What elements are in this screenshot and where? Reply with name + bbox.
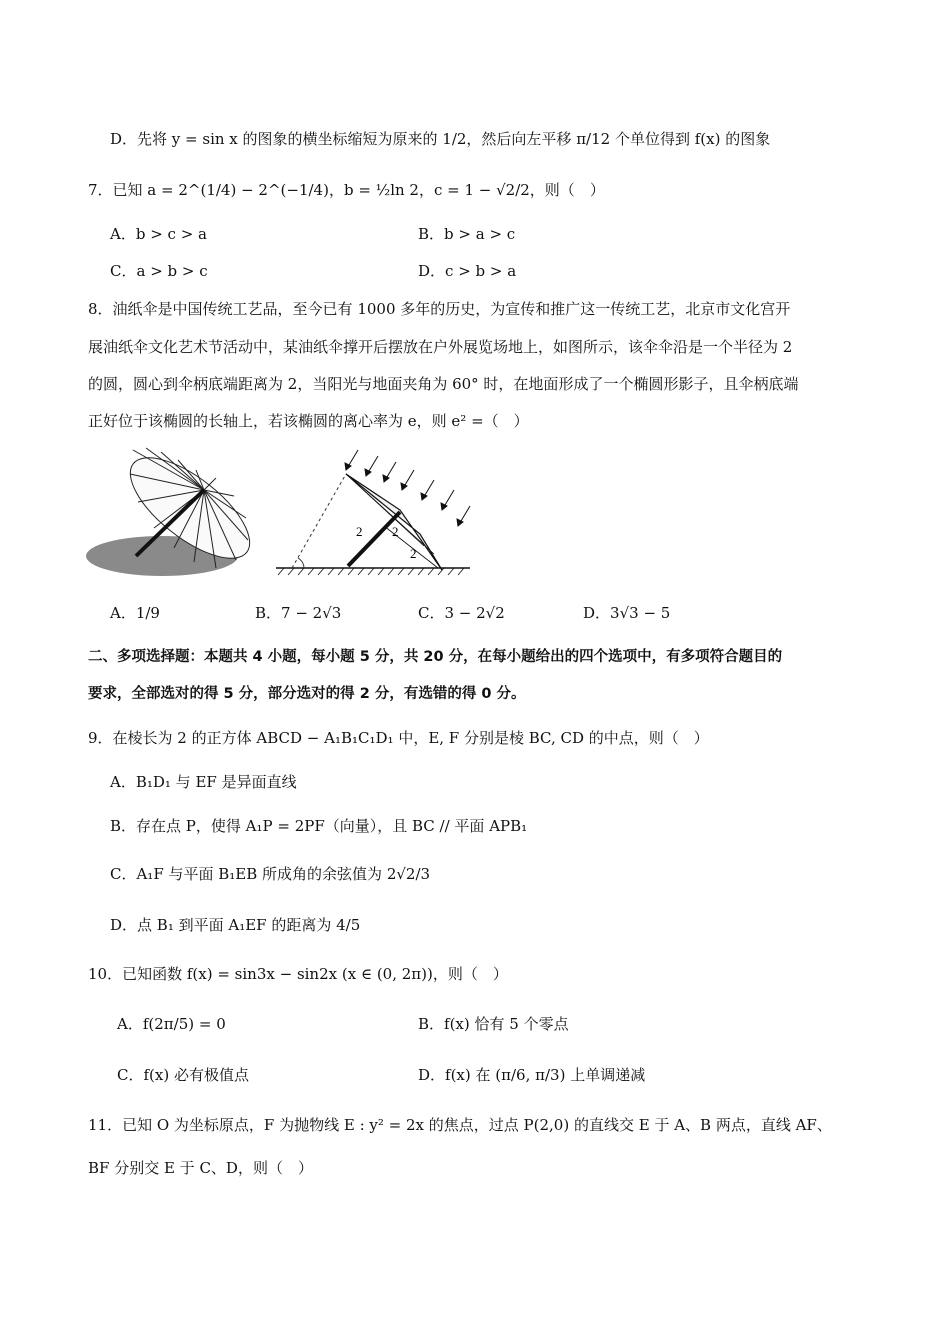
q10-stem: 10．已知函数 f(x) = sin3x − sin2x (x ∈ (0, 2π))，则（ ） [88,965,508,983]
q8-option-b: B．7 − 2√3 [255,604,342,622]
angle-arc [298,558,304,568]
q7-option-d: D．c > b > a [418,262,517,280]
q10-option-a: A．f(2π/5) = 0 [117,1015,226,1033]
q9-option-c: C．A₁F 与平面 B₁EB 所成角的余弦值为 2√2/3 [110,865,431,883]
ground-hatching [278,568,464,575]
q9-option-a: A．B₁D₁ 与 EF 是异面直线 [110,773,297,791]
q10-option-b: B．f(x) 恰有 5 个零点 [418,1015,569,1033]
umbrella-geometry-diagram [274,444,474,580]
label-shadow: 2 [410,546,417,561]
q8-stem-line-2: 展油纸伞文化艺术节活动中，某油纸伞撑开后摆放在户外展览场地上，如图所示，该伞伞沿是一个半径为 2 [88,338,793,356]
q10-option-d: D．f(x) 在 (π/6, π/3) 上单调递减 [418,1066,646,1084]
q9-option-b: B．存在点 P，使得 A₁P = 2PF（向量），且 BC // 平面 APB₁ [110,817,528,835]
q11-stem-line-2: BF 分别交 E 于 C、D，则（ ） [88,1159,313,1177]
label-radius: 2 [392,524,399,539]
q6-option-d: D．先将 y = sin x 的图象的横坐标缩短为原来的 1/2，然后向左平移 π/12 个单位得到 f(x) 的图象 [110,130,771,148]
q9-stem: 9．在棱长为 2 的正方体 ABCD − A₁B₁C₁D₁ 中，E, F 分别是棱 BC, CD 的中点，则（ ） [88,729,709,747]
q7-option-b: B．b > a > c [418,225,516,243]
q11-stem-line-1: 11．已知 O 为坐标原点，F 为抛物线 E : y² = 2x 的焦点，过点 P(2,0) 的直线交 E 于 A、B 两点，直线 AF、 [88,1116,832,1134]
q8-option-d: D．3√3 − 5 [583,604,671,622]
section2-heading-line-2: 要求，全部选对的得 5 分，部分选对的得 2 分，有选错的得 0 分。 [88,686,526,702]
q8-stem-line-3: 的圆，圆心到伞柄底端距离为 2，当阳光与地面夹角为 60° 时，在地面形成了一个椭圆形影子，且伞柄底端 [88,375,799,393]
q10-option-c: C．f(x) 必有极值点 [117,1066,249,1084]
label-handle-length: 2 [356,524,363,539]
umbrella-handle-line [348,512,400,566]
section2-heading-line-1: 二、多项选择题：本题共 4 小题，每小题 5 分，共 20 分，在每小题给出的四个选项中，有多项符合题目的 [88,649,783,665]
q7-stem: 7．已知 a = 2^(1/4) − 2^(−1/4)，b = ½ln 2，c = 1 − √2/2，则（ ） [88,181,605,199]
q8-stem-line-4: 正好位于该椭圆的长轴上，若该椭圆的离心率为 e，则 e² =（ ） [88,412,529,430]
q8-option-a: A．1/9 [110,604,160,622]
shadow-ray-dashed [292,474,346,568]
umbrella-shadow-figure [86,444,254,580]
q9-option-d: D．点 B₁ 到平面 A₁EF 的距离为 4/5 [110,916,361,934]
q7-option-a: A．b > c > a [110,225,207,243]
q7-option-c: C．a > b > c [110,262,208,280]
q8-stem-line-1: 8．油纸伞是中国传统工艺品，至今已有 1000 多年的历史，为宣传和推广这一传统工艺，北京市文化宫开 [88,300,791,318]
q8-option-c: C．3 − 2√2 [418,604,505,622]
